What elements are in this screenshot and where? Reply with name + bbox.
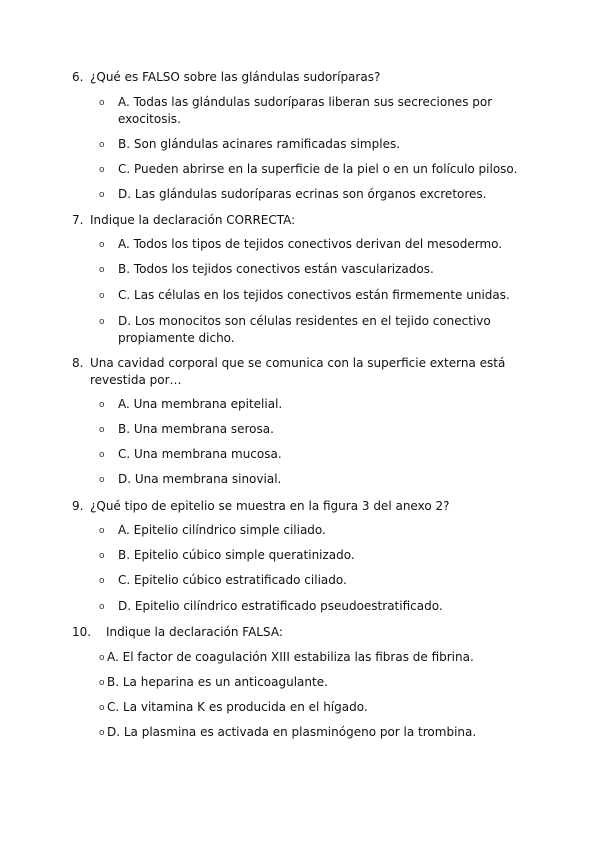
- question-text: Indique la declaración CORRECTA:: [90, 213, 296, 227]
- option-bullet: o: [99, 265, 105, 275]
- option-bullet: o: [99, 400, 105, 410]
- option-b: B. Epitelio cúbico simple queratinizado.: [118, 548, 355, 562]
- question-number: 8.: [72, 356, 84, 370]
- option-b: B. Son glándulas acinares ramificadas simples.: [118, 137, 401, 151]
- option-a: A. El factor de coagulación XIII estabiliza las fibras de fibrina.: [107, 650, 474, 664]
- option-bullet: o: [99, 425, 105, 435]
- option-a: A. Epitelio cilíndrico simple ciliado.: [118, 523, 326, 537]
- option-d: D. Las glándulas sudoríparas ecrinas son órganos excretores.: [118, 187, 487, 201]
- option-a: A. Todos los tipos de tejidos conectivos derivan del mesodermo.: [118, 237, 503, 251]
- question-number: 7.: [72, 213, 84, 227]
- option-c: C. Una membrana mucosa.: [118, 447, 282, 461]
- option-bullet: o: [99, 450, 105, 460]
- option-c: C. Epitelio cúbico estratificado ciliado.: [118, 573, 347, 587]
- option-bullet: o: [99, 317, 105, 327]
- option-b: B. Todos los tejidos conectivos están vascularizados.: [118, 262, 434, 276]
- option-bullet: o: [99, 190, 105, 200]
- question-number: 10.: [72, 625, 92, 639]
- option-bullet: o: [99, 728, 105, 738]
- question-text: ¿Qué tipo de epitelio se muestra en la figura 3 del anexo 2?: [90, 499, 450, 513]
- question-text: Indique la declaración FALSA:: [106, 625, 283, 639]
- option-b: B. La heparina es un anticoagulante.: [107, 675, 328, 689]
- option-c: C. La vitamina K es producida en el hígado.: [107, 700, 368, 714]
- option-d: D. Una membrana sinovial.: [118, 472, 282, 486]
- option-c: C. Pueden abrirse en la superficie de la piel o en un folículo piloso.: [118, 162, 518, 176]
- option-bullet: o: [99, 240, 105, 250]
- option-bullet: o: [99, 576, 105, 586]
- option-bullet: o: [99, 98, 105, 108]
- question-text: ¿Qué es FALSO sobre las glándulas sudoríparas?: [90, 70, 381, 84]
- option-bullet: o: [99, 140, 105, 150]
- option-bullet: o: [99, 653, 105, 663]
- option-c: C. Las células en los tejidos conectivos están firmemente unidas.: [118, 288, 510, 302]
- option-bullet: o: [99, 475, 105, 485]
- option-bullet: o: [99, 678, 105, 688]
- question-number: 6.: [72, 70, 84, 84]
- option-d: D. Los monocitos son células residentes en el tejido conectivo propiamente dicho.: [118, 314, 491, 345]
- question-text: Una cavidad corporal que se comunica con la superficie externa está revestida por…: [90, 356, 506, 387]
- option-bullet: o: [99, 703, 105, 713]
- option-bullet: o: [99, 291, 105, 301]
- question-number: 9.: [72, 499, 84, 513]
- option-a: A. Todas las glándulas sudoríparas liberan sus secreciones por exocitosis.: [118, 95, 493, 126]
- option-bullet: o: [99, 165, 105, 175]
- option-bullet: o: [99, 526, 105, 536]
- option-bullet: o: [99, 602, 105, 612]
- option-d: D. Epitelio cilíndrico estratificado pseudoestratificado.: [118, 599, 443, 613]
- option-a: A. Una membrana epitelial.: [118, 397, 283, 411]
- option-bullet: o: [99, 551, 105, 561]
- option-d: D. La plasmina es activada en plasminógeno por la trombina.: [107, 725, 477, 739]
- option-b: B. Una membrana serosa.: [118, 422, 274, 436]
